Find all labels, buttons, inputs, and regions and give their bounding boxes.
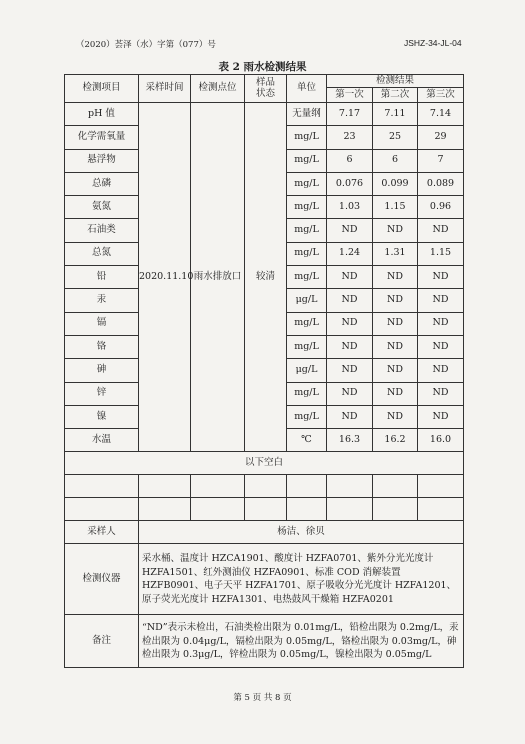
empty-cell: [287, 498, 327, 521]
value-1-cell: ND: [327, 382, 373, 405]
value-3-cell: 0.089: [418, 172, 464, 195]
value-1-cell: 1.24: [327, 242, 373, 265]
value-1-cell: ND: [327, 219, 373, 242]
item-cell: 砷: [65, 359, 139, 382]
empty-cell: [418, 498, 464, 521]
item-cell: 总氮: [65, 242, 139, 265]
header-first: 第一次: [327, 88, 373, 103]
value-1-cell: 7.17: [327, 103, 373, 126]
empty-cell: [245, 498, 287, 521]
value-1-cell: ND: [327, 359, 373, 382]
value-1-cell: 0.076: [327, 172, 373, 195]
value-3-cell: 1.15: [418, 242, 464, 265]
item-cell: 锌: [65, 382, 139, 405]
table-title: 表 2 雨水检测结果: [218, 61, 307, 73]
instrument-label: 检测仪器: [65, 544, 139, 615]
value-1-cell: ND: [327, 335, 373, 358]
remark-label: 备注: [65, 615, 139, 668]
unit-cell: μg/L: [287, 359, 327, 382]
empty-cell: [245, 475, 287, 498]
red-stamp-edge: [502, 300, 520, 410]
empty-cell: [139, 475, 191, 498]
header-results: 检测结果: [327, 75, 464, 88]
header-third: 第三次: [418, 88, 464, 103]
table-row: [65, 103, 464, 126]
value-2-cell: ND: [373, 312, 418, 335]
header-location: 检测点位: [191, 75, 245, 103]
sampler-label: 采样人: [65, 521, 139, 544]
item-cell: 铬: [65, 335, 139, 358]
unit-cell: mg/L: [287, 242, 327, 265]
unit-cell: ℃: [287, 429, 327, 452]
item-cell: 总磷: [65, 172, 139, 195]
blank-note: 以下空白: [65, 452, 464, 475]
item-cell: 镍: [65, 405, 139, 428]
value-1-cell: ND: [327, 312, 373, 335]
empty-cell: [373, 475, 418, 498]
item-cell: 汞: [65, 289, 139, 312]
empty-cell: [327, 498, 373, 521]
unit-cell: μg/L: [287, 289, 327, 312]
value-2-cell: ND: [373, 335, 418, 358]
header-time: 采样时间: [139, 75, 191, 103]
empty-cell: [327, 475, 373, 498]
results-table: [64, 74, 464, 668]
value-2-cell: ND: [373, 266, 418, 289]
sampling-time-cell: 2020.11.10: [139, 103, 191, 452]
sampler-row: [65, 521, 464, 544]
instrument-row: [65, 544, 464, 615]
unit-cell: mg/L: [287, 196, 327, 219]
value-2-cell: 1.15: [373, 196, 418, 219]
value-2-cell: ND: [373, 219, 418, 242]
unit-cell: mg/L: [287, 266, 327, 289]
empty-cell: [65, 475, 139, 498]
unit-cell: mg/L: [287, 219, 327, 242]
header-item: 检测项目: [65, 75, 139, 103]
unit-cell: mg/L: [287, 335, 327, 358]
value-3-cell: 16.0: [418, 429, 464, 452]
page-footer: 第 5 页 共 8 页: [233, 693, 292, 703]
header-state: 样品 状态: [245, 75, 287, 103]
value-3-cell: 29: [418, 126, 464, 149]
empty-cell: [191, 475, 245, 498]
value-2-cell: ND: [373, 382, 418, 405]
value-3-cell: ND: [418, 312, 464, 335]
value-3-cell: ND: [418, 335, 464, 358]
value-2-cell: 16.2: [373, 429, 418, 452]
empty-cell: [139, 498, 191, 521]
value-1-cell: 23: [327, 126, 373, 149]
value-2-cell: 7.11: [373, 103, 418, 126]
item-cell: pH 值: [65, 103, 139, 126]
value-2-cell: ND: [373, 359, 418, 382]
unit-cell: mg/L: [287, 405, 327, 428]
item-cell: 铅: [65, 266, 139, 289]
blank-note-row: [65, 452, 464, 475]
unit-cell: mg/L: [287, 149, 327, 172]
value-2-cell: ND: [373, 405, 418, 428]
item-cell: 镉: [65, 312, 139, 335]
doc-number: （2020）荟泽（水）字第（077）号: [76, 40, 216, 50]
value-1-cell: 6: [327, 149, 373, 172]
empty-cell: [191, 498, 245, 521]
unit-cell: mg/L: [287, 172, 327, 195]
value-3-cell: ND: [418, 382, 464, 405]
item-cell: 化学需氧量: [65, 126, 139, 149]
doc-code: JSHZ-34-JL-04: [404, 38, 462, 48]
unit-cell: mg/L: [287, 126, 327, 149]
value-1-cell: ND: [327, 405, 373, 428]
value-3-cell: 7: [418, 149, 464, 172]
value-1-cell: 1.03: [327, 196, 373, 219]
value-1-cell: ND: [327, 289, 373, 312]
value-3-cell: ND: [418, 359, 464, 382]
value-2-cell: 1.31: [373, 242, 418, 265]
empty-row: [65, 475, 464, 498]
remark-row: [65, 615, 464, 668]
value-2-cell: 0.099: [373, 172, 418, 195]
value-1-cell: ND: [327, 266, 373, 289]
instrument-value: 采水桶、温度计 HZCA1901、酸度计 HZFA0701、紫外分光光度计 HZFA1501、红外测油仪 HZFA0901、标准 COD 消解装置 HZFB0901、电子天平 HZFA1701、原子吸收分光光度计 HZFA1201、原子荧光光度计 HZFA1301、电热鼓风干燥箱 HZFA0201: [139, 544, 464, 615]
empty-cell: [373, 498, 418, 521]
empty-row: [65, 498, 464, 521]
value-3-cell: ND: [418, 219, 464, 242]
header-second: 第二次: [373, 88, 418, 103]
value-3-cell: 7.14: [418, 103, 464, 126]
empty-cell: [418, 475, 464, 498]
value-2-cell: 6: [373, 149, 418, 172]
value-2-cell: ND: [373, 289, 418, 312]
empty-cell: [65, 498, 139, 521]
value-3-cell: ND: [418, 289, 464, 312]
state-cell: 较清: [245, 103, 287, 452]
unit-cell: 无量纲: [287, 103, 327, 126]
item-cell: 氨氮: [65, 196, 139, 219]
value-1-cell: 16.3: [327, 429, 373, 452]
item-cell: 水温: [65, 429, 139, 452]
remark-value: “ND”表示未检出，石油类检出限为 0.01mg/L，铅检出限为 0.2mg/L，汞检出限为 0.04μg/L，镉检出限为 0.05mg/L，铬检出限为 0.03mg/L，砷检出限为 0.3μg/L，锌检出限为 0.05mg/L，镍检出限为 0.05mg/L: [139, 615, 464, 668]
value-2-cell: 25: [373, 126, 418, 149]
item-cell: 悬浮物: [65, 149, 139, 172]
value-3-cell: ND: [418, 266, 464, 289]
sampler-value: 杨洁、徐贝: [139, 521, 464, 544]
value-3-cell: 0.96: [418, 196, 464, 219]
header-unit: 单位: [287, 75, 327, 103]
value-3-cell: ND: [418, 405, 464, 428]
item-cell: 石油类: [65, 219, 139, 242]
empty-cell: [287, 475, 327, 498]
unit-cell: mg/L: [287, 382, 327, 405]
location-cell: 雨水排放口: [191, 103, 245, 452]
unit-cell: mg/L: [287, 312, 327, 335]
